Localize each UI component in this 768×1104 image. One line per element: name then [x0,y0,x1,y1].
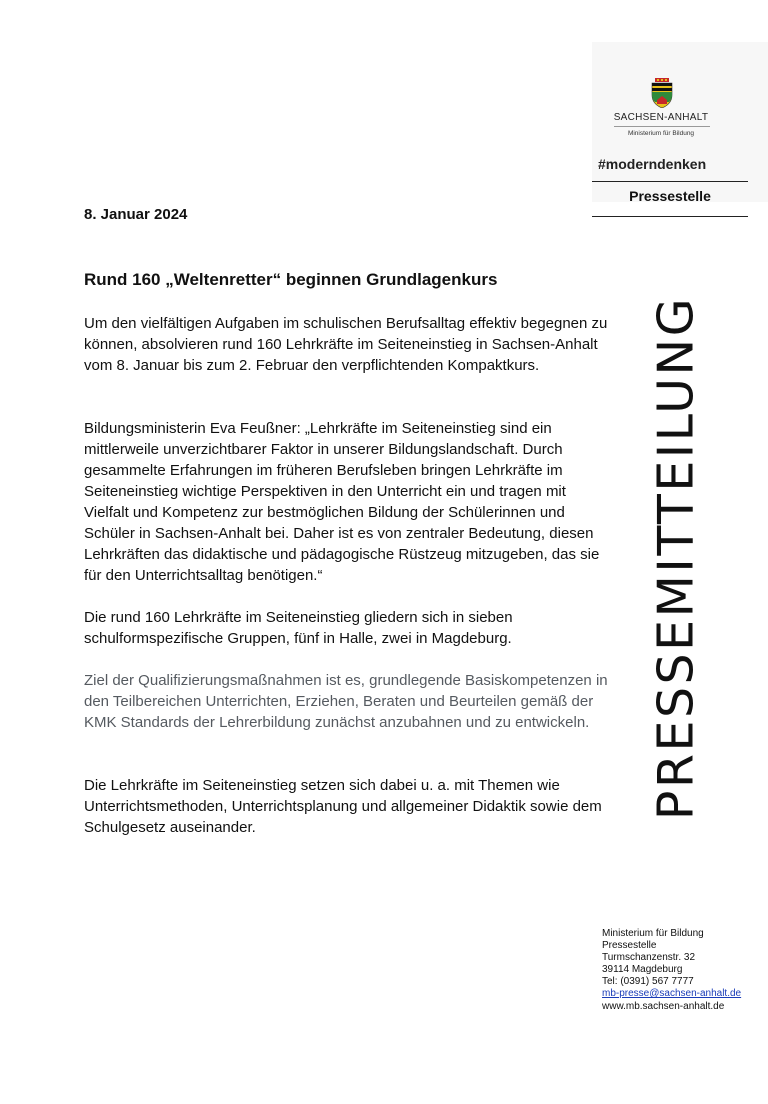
logo-divider [614,126,710,127]
contact-footer [602,928,741,1013]
ministry-logo [592,42,768,202]
footer-org: Ministerium für Bildung [602,928,704,939]
footer-email-link[interactable]: mb-presse@sachsen-anhalt.de [602,988,742,1000]
paragraph-quote: Bildungsministerin Eva Feußner: „Lehrkräfte im Seiteneinstieg sind ein mittlerweile unverzichtbarer Faktor in unserer Bildungslandschaft. Durch gesammelte Erfahrungen im früheren Berufsleben bringen Lehrkräfte im Seiteneinstieg wichtige Perspektiven in den Unterricht ein und tragen mit Vielfalt und Kompetenz zur bestmöglichen Bildung der Schülerinnen und Schüler in Sachsen-Anhalt bei. Daher ist es von zentraler Bedeutung, diesen Lehrkräften das didaktische und pädagogische Rüstzeug mitzugeben, das sie für den Unterrichtsalltag benötigen.“ [84,420,600,584]
footer-street: Turmschanzenstr. 32 [602,952,696,964]
footer-tel: Tel: (0391) 567 7777 [602,976,694,988]
paragraph-goals: Ziel der Qualifizierungsmaßnahmen ist es, grundlegende Basiskompetenzen in den Teilbereichen Unterrichten, Erziehen, Beraten und Beurteilen gemäß der KMK Standards der Lehrerbildung zunächst anzubahnen und zu entwickeln. [84,672,608,731]
header-rule-bottom [592,216,748,217]
headline: Rund 160 „Weltenretter“ beginnen Grundlagenkurs [84,270,498,289]
logo-ministry-name: Ministerium für Bildung [627,130,695,137]
logo-state-name: SACHSEN-ANHALT [613,112,709,123]
press-date: 8. Januar 2024 [84,206,188,223]
paragraph-groups: Die rund 160 Lehrkräfte im Seiteneinstieg gliedern sich in sieben schulformspezifische Gruppen, fünf in Halle, zwei in Magdeburg. [84,609,513,647]
footer-website[interactable]: www.mb.sachsen-anhalt.de [602,1000,725,1012]
vertical-title: PRESSEMITTEILUNG [647,295,705,821]
header-rule-top [592,181,748,182]
footer-dept: Pressestelle [602,940,657,952]
pressestelle-label: Pressestelle [629,188,711,204]
coat-of-arms-icon [649,78,675,108]
footer-city: 39114 Magdeburg [602,964,683,976]
paragraph-topics: Die Lehrkräfte im Seiteneinstieg setzen sich dabei u. a. mit Themen wie Unterrichtsmethoden, Unterrichtsplanung und allgemeiner Didaktik sowie dem Schulgesetz auseinander. [84,777,602,836]
hashtag: #moderndenken [598,156,707,172]
paragraph-intro: Um den vielfältigen Aufgaben im schulischen Berufsalltag effektiv begegnen zu können, absolvieren rund 160 Lehrkräfte im Seiteneinstieg in Sachsen-Anhalt vom 8. Januar bis zum 2. Februar den verpflichtenden Kompaktkurs. [84,315,608,374]
